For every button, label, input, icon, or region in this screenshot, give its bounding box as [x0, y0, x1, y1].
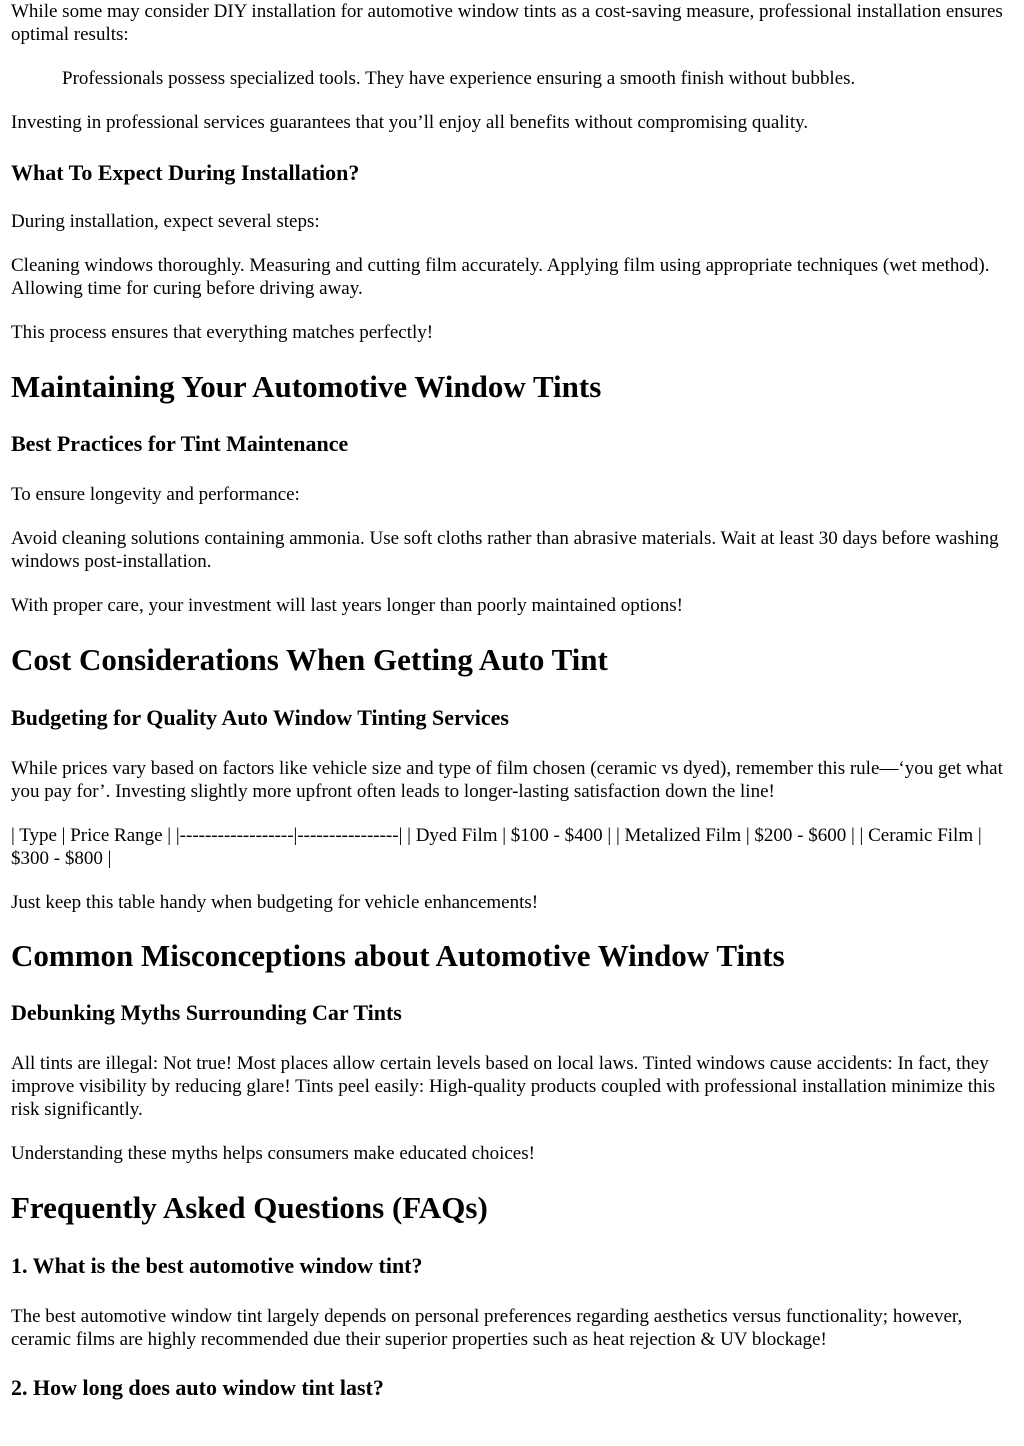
maintenance-intro-paragraph: To ensure longevity and performance:: [11, 484, 300, 505]
myths-paragraph: All tints are illegal: Not true! Most places allow certain levels based on local laws. Tinted windows cause accidents: In fact, they improve visibility by reducing glare! Tints peel easily: High-quality products coupled with professional installation minimize this risk significantly.: [11, 1053, 996, 1120]
budgeting-conclusion-paragraph: Just keep this table handy when budgeting for vehicle enhancements!: [11, 892, 539, 913]
maintenance-subheading: Best Practices for Tint Maintenance: [11, 431, 349, 456]
maintenance-conclusion-paragraph: With proper care, your investment will last years longer than poorly maintained options!: [11, 595, 683, 616]
installation-steps-paragraph: Cleaning windows thoroughly. Measuring and cutting film accurately. Applying film using appropriate techniques (wet method). Allowing time for curing before driving away.: [11, 255, 990, 299]
intro-conclusion-paragraph: Investing in professional services guarantees that you’ll enjoy all benefits without compromising quality.: [11, 112, 809, 133]
faq-question-2: 2. How long does auto window tint last?: [11, 1375, 384, 1400]
myths-subheading: Debunking Myths Surrounding Car Tints: [11, 1000, 402, 1025]
faq-answer-1: The best automotive window tint largely depends on personal preferences regarding aesthetics versus functionality; however, ceramic films are highly recommended due their superior properties such as heat rejection & UV blockage!: [11, 1306, 963, 1350]
misconceptions-heading: Common Misconceptions about Automotive Window Tints: [11, 938, 785, 973]
budgeting-subheading: Budgeting for Quality Auto Window Tinting Services: [11, 705, 509, 730]
budgeting-paragraph: While prices vary based on factors like vehicle size and type of film chosen (ceramic vs dyed), remember this rule—‘you get what you pay for’. Investing slightly more upfront often leads to longer-lasting satisfaction down the line!: [11, 758, 1003, 802]
installation-heading: What To Expect During Installation?: [11, 160, 360, 185]
price-table-text: | Type | Price Range | |------------------|----------------| | Dyed Film | $100 - $400 | | Metalized Film | $200 - $600 | | Ceramic Film | $300 - $800 |: [11, 825, 982, 869]
myths-conclusion-paragraph: Understanding these myths helps consumers make educated choices!: [11, 1143, 535, 1164]
faq-heading: Frequently Asked Questions (FAQs): [11, 1190, 488, 1225]
installation-intro-paragraph: During installation, expect several steps:: [11, 211, 320, 232]
installation-conclusion-paragraph: This process ensures that everything matches perfectly!: [11, 322, 434, 343]
cost-heading: Cost Considerations When Getting Auto Tint: [11, 642, 608, 677]
intro-paragraph: While some may consider DIY installation for automotive window tints as a cost-saving measure, professional installation ensures optimal results:: [11, 1, 1003, 45]
intro-blockquote: Professionals possess specialized tools. They have experience ensuring a smooth finish without bubbles.: [62, 68, 856, 89]
maintaining-heading: Maintaining Your Automotive Window Tints: [11, 369, 602, 404]
faq-question-1: 1. What is the best automotive window tint?: [11, 1253, 423, 1278]
maintenance-tips-paragraph: Avoid cleaning solutions containing ammonia. Use soft cloths rather than abrasive materials. Wait at least 30 days before washing windows post-installation.: [11, 528, 999, 572]
